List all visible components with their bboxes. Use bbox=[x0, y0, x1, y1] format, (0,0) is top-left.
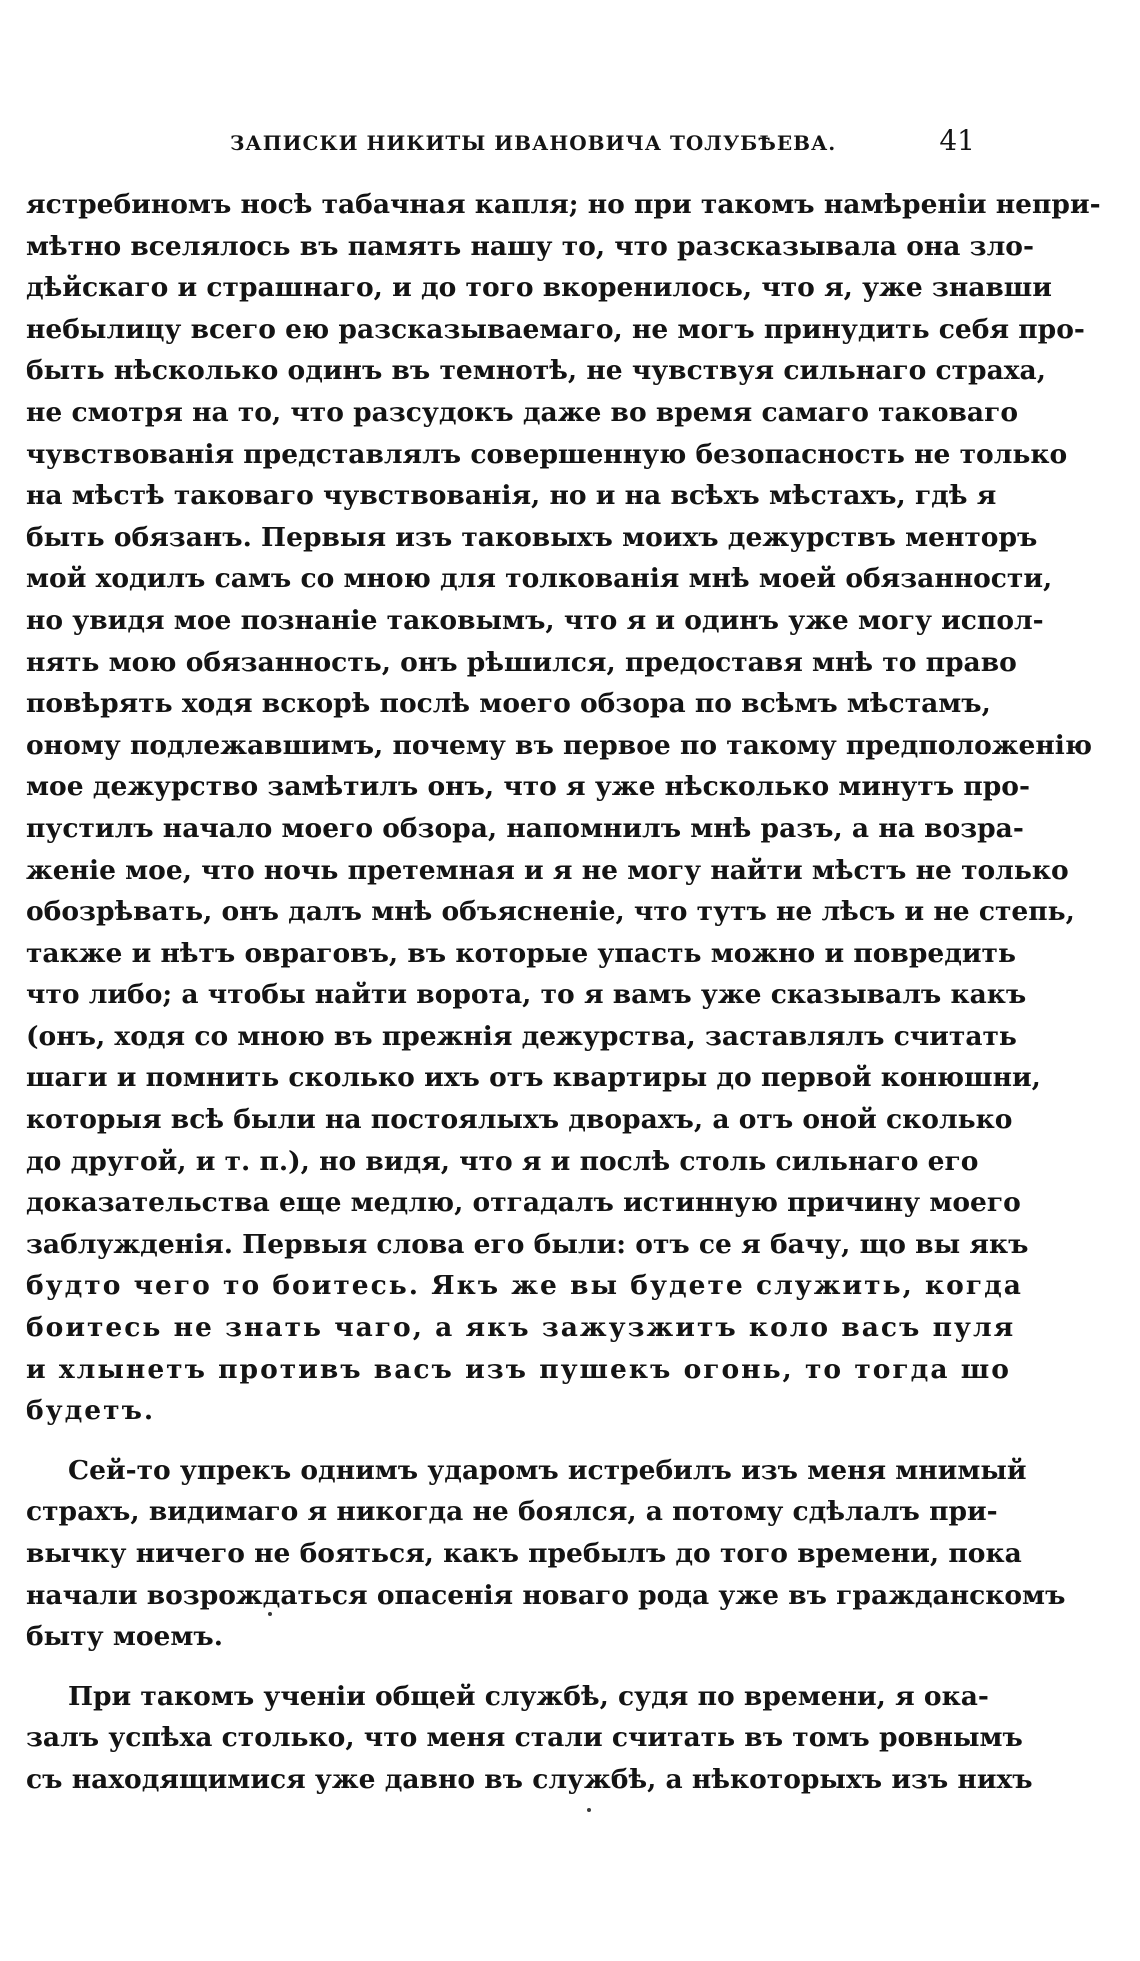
text-line: (онъ, ходя со мною въ прежнія дежурства, заставлялъ считать bbox=[26, 1020, 1017, 1052]
text-line: и хлынетъ противъ васъ изъ пушекъ огонь, то тогда шо bbox=[26, 1353, 1011, 1385]
text-line: залъ успѣха столько, что меня стали считать въ томъ ровнымъ bbox=[26, 1722, 1023, 1754]
paragraph bbox=[26, 1450, 1066, 1658]
body-text bbox=[26, 184, 1101, 1801]
text-line: При такомъ ученіи общей службѣ, судя по времени, я ока- bbox=[68, 1680, 989, 1712]
text-line: до другой, и т. п.), но видя, что я и послѣ столь сильнаго его bbox=[26, 1145, 979, 1177]
text-line: нять мою обязанность, онъ рѣшился, предоставя мнѣ то право bbox=[26, 646, 1017, 678]
ink-speck bbox=[587, 1808, 591, 1812]
text-line: съ находящимися уже давно въ службѣ, а нѣкоторыхъ изъ нихъ bbox=[26, 1763, 1033, 1795]
text-line: мѣтно вселялось въ память нашу то, что разсказывала она зло- bbox=[26, 230, 1034, 262]
text-line: небылицу всего ею разсказываемаго, не могъ принудить себя про- bbox=[26, 313, 1085, 345]
text-line: будетъ. bbox=[26, 1395, 156, 1427]
text-line: не смотря на то, что разсудокъ даже во время самаго таковаго bbox=[26, 396, 1019, 428]
text-line: быту моемъ. bbox=[26, 1621, 223, 1653]
text-line: боитесь не знать чаго, а якъ зажузжитъ коло васъ пуля bbox=[26, 1312, 1016, 1344]
text-line: заблужденія. Первыя слова его были: отъ се я бачу, що вы якъ bbox=[26, 1228, 1029, 1260]
text-line: что либо; а чтобы найти ворота, то я вамъ уже сказывалъ какъ bbox=[26, 979, 1027, 1011]
text-line: которыя всѣ были на постоялыхъ дворахъ, а отъ оной сколько bbox=[26, 1104, 1013, 1136]
ink-speck bbox=[268, 1612, 272, 1616]
paragraph-gap bbox=[26, 1658, 976, 1676]
text-line: также и нѣтъ овраговъ, въ которые упасть можно и повредить bbox=[26, 937, 1016, 969]
text-line: доказательства еще медлю, отгадалъ истинную причину моего bbox=[26, 1187, 1021, 1219]
text-line: быть нѣсколько одинъ въ темнотѣ, не чувствуя сильнаго страха, bbox=[26, 355, 1046, 387]
paragraph bbox=[26, 1676, 1033, 1801]
paragraph bbox=[26, 184, 1101, 1432]
text-line: оному подлежавшимъ, почему въ первое по такому предположенію bbox=[26, 729, 1093, 761]
paragraph-gap bbox=[26, 1432, 976, 1450]
text-line: будто чего то боитесь. Якъ же вы будете служить, когда bbox=[26, 1270, 1023, 1302]
text-line: повѣрять ходя вскорѣ послѣ моего обзора по всѣмъ мѣстамъ, bbox=[26, 688, 991, 720]
text-line: но увидя мое познаніе таковымъ, что я и одинъ уже могу испол- bbox=[26, 604, 1044, 636]
text-line: мое дежурство замѣтилъ онъ, что я уже нѣсколько минутъ про- bbox=[26, 771, 1030, 803]
text-line: Сей-то упрекъ однимъ ударомъ истребилъ изъ меня мнимый bbox=[68, 1454, 1027, 1486]
text-line: начали возрождаться опасенія новаго рода уже въ гражданскомъ bbox=[26, 1579, 1066, 1611]
text-line: на мѣстѣ таковаго чувствованія, но и на всѣхъ мѣстахъ, гдѣ я bbox=[26, 480, 997, 512]
text-line: женіе мое, что ночь претемная и я не могу найти мѣстъ не только bbox=[26, 854, 1069, 886]
text-line: чувствованія представлялъ совершенную безопасность не только bbox=[26, 438, 1068, 470]
text-line: пустилъ начало моего обзора, напомнилъ мнѣ разъ, а на возра- bbox=[26, 812, 1024, 844]
page-number: 41 bbox=[939, 124, 975, 157]
text-line: страхъ, видимаго я никогда не боялся, а потому сдѣлалъ при- bbox=[26, 1496, 998, 1528]
text-line: быть обязанъ. Первыя изъ таковыхъ моихъ дежурствъ менторъ bbox=[26, 521, 1038, 553]
text-line: обозрѣвать, онъ далъ мнѣ объясненіе, что тутъ не лѣсъ и не степь, bbox=[26, 896, 1075, 928]
text-line: дѣйскаго и страшнаго, и до того вкоренилось, что я, уже знавши bbox=[26, 272, 1052, 304]
text-line: вычку ничего не бояться, какъ пребылъ до того времени, пока bbox=[26, 1538, 1022, 1569]
text-line: мой ходилъ самъ со мною для толкованія мнѣ моей обязанности, bbox=[26, 563, 1053, 595]
text-line: шаги и помнить сколько ихъ отъ квартиры до первой конюшни, bbox=[26, 1062, 1041, 1094]
text-line: ястребиномъ носѣ табачная капля; но при такомъ намѣреніи непри- bbox=[26, 189, 1101, 220]
running-title: ЗАПИСКИ НИКИТЫ ИВАНОВИЧА ТОЛУБѢЕВА. bbox=[230, 131, 837, 155]
